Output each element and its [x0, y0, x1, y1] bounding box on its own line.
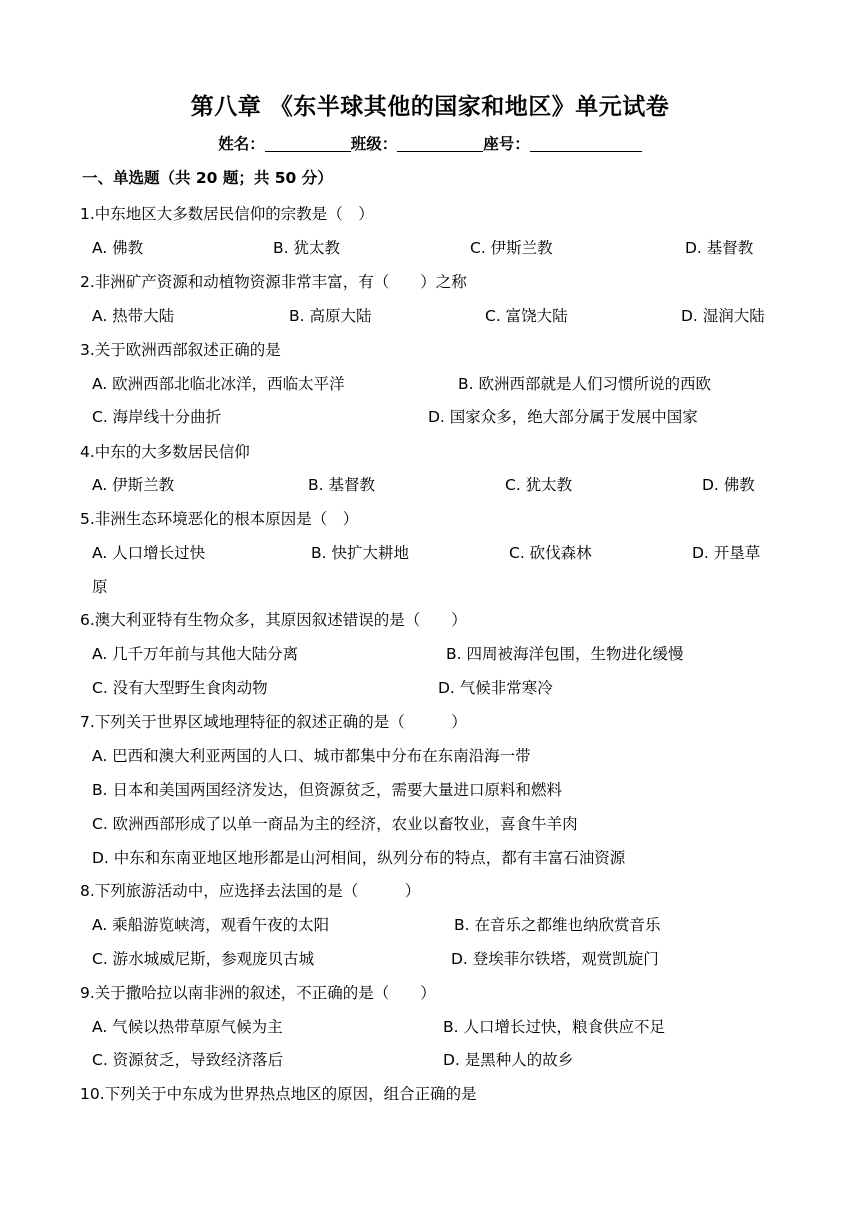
option-d: D. 中东和东南亚地区地形都是山河相间，纵列分布的特点，都有丰富石油资源 — [92, 849, 626, 867]
option-c: C. 伊斯兰教 — [470, 239, 553, 257]
option-a: A. 伊斯兰教 — [92, 476, 175, 494]
option-c: C. 富饶大陆 — [485, 307, 568, 325]
question-stem: 3.关于欧洲西部叙述正确的是 — [80, 341, 281, 359]
class-label: 班级： — [350, 135, 398, 153]
question-stem: 7.下列关于世界区域地理特征的叙述正确的是（ ） — [80, 713, 467, 731]
option-d: D. 国家众多，绝大部分属于发展中国家 — [428, 408, 698, 426]
option-a: A. 欧洲西部北临北冰洋，西临太平洋 — [92, 375, 345, 393]
option-d: D. 是黑种人的故乡 — [443, 1051, 574, 1069]
option-b: B. 快扩大耕地 — [311, 544, 409, 562]
question-stem: 5.非洲生态环境恶化的根本原因是（ ） — [80, 510, 359, 528]
option-c: C. 海岸线十分曲折 — [92, 408, 222, 426]
question-stem: 1.中东地区大多数居民信仰的宗教是（ ） — [80, 205, 374, 223]
option-b: B. 基督教 — [308, 476, 375, 494]
option-c: C. 没有大型野生食肉动物 — [92, 679, 268, 697]
seat-label: 座号： — [483, 135, 530, 153]
option-d: D. 登埃菲尔铁塔，观赏凯旋门 — [451, 950, 659, 968]
question-stem: 10.下列关于中东成为世界热点地区的原因，组合正确的是 — [80, 1085, 477, 1103]
question-stem: 8.下列旅游活动中，应选择去法国的是（ ） — [80, 882, 421, 900]
option-a: A. 热带大陆 — [92, 307, 175, 325]
seat-blank[interactable] — [530, 135, 642, 152]
option-a: A. 几千万年前与其他大陆分离 — [92, 645, 299, 663]
option-d: D. 湿润大陆 — [681, 307, 765, 325]
section-heading: 一、单选题（共 20 题；共 50 分） — [82, 169, 333, 187]
option-b: B. 欧洲西部就是人们习惯所说的西欧 — [458, 375, 711, 393]
option-d-continued: 原 — [92, 578, 108, 596]
option-d: D. 佛教 — [702, 476, 755, 494]
option-c: C. 砍伐森林 — [509, 544, 592, 562]
question-stem: 2.非洲矿产资源和动植物资源非常丰富，有（ ）之称 — [80, 273, 467, 291]
name-blank[interactable] — [265, 135, 351, 152]
option-a: A. 巴西和澳大利亚两国的人口、城市都集中分布在东南沿海一带 — [92, 747, 531, 765]
question-stem: 9.关于撒哈拉以南非洲的叙述，不正确的是（ ） — [80, 984, 436, 1002]
page-title: 第八章 《东半球其他的国家和地区》单元试卷 — [190, 94, 670, 120]
option-b: B. 人口增长过快，粮食供应不足 — [443, 1018, 665, 1036]
option-d: D. 气候非常寒冷 — [438, 679, 553, 697]
option-a: A. 人口增长过快 — [92, 544, 206, 562]
option-a: A. 气候以热带草原气候为主 — [92, 1018, 283, 1036]
option-d: D. 开垦草 — [692, 544, 761, 562]
name-label: 姓名： — [218, 135, 265, 153]
option-b: B. 在音乐之都维也纳欣赏音乐 — [454, 916, 661, 934]
class-blank[interactable] — [397, 135, 483, 152]
option-c: C. 犹太教 — [505, 476, 573, 494]
question-stem: 4.中东的大多数居民信仰 — [80, 443, 250, 461]
option-d: D. 基督教 — [685, 239, 754, 257]
option-a: A. 乘船游览峡湾，观看午夜的太阳 — [92, 916, 330, 934]
option-c: C. 游水城威尼斯，参观庞贝古城 — [92, 950, 315, 968]
option-b: B. 高原大陆 — [289, 307, 372, 325]
option-c: C. 资源贫乏，导致经济落后 — [92, 1051, 284, 1069]
question-stem: 6.澳大利亚特有生物众多，其原因叙述错误的是（ ） — [80, 611, 467, 629]
option-c: C. 欧洲西部形成了以单一商品为主的经济，农业以畜牧业，喜食牛羊肉 — [92, 815, 578, 833]
option-b: B. 日本和美国两国经济发达，但资源贫乏，需要大量进口原料和燃料 — [92, 781, 562, 799]
option-b: B. 犹太教 — [273, 239, 340, 257]
option-b: B. 四周被海洋包围，生物进化缓慢 — [446, 645, 684, 663]
student-info-line — [0, 132, 860, 154]
option-a: A. 佛教 — [92, 239, 144, 257]
